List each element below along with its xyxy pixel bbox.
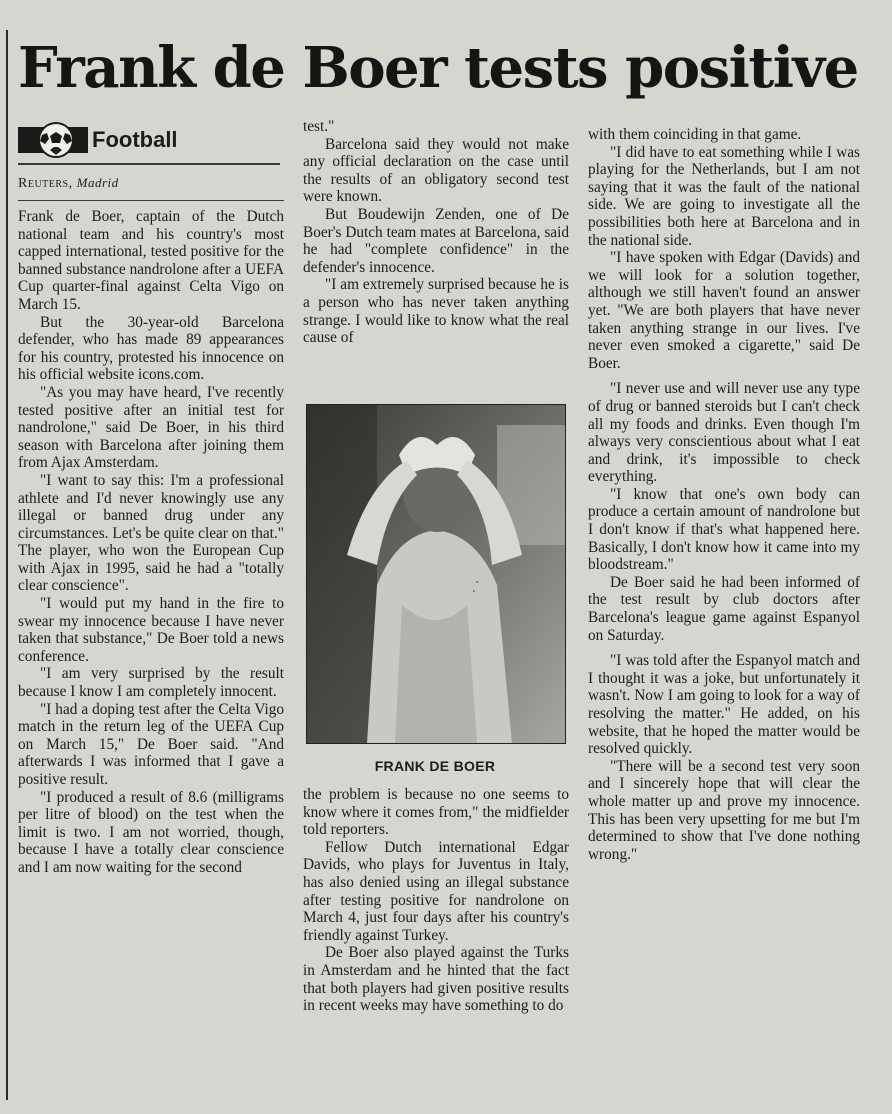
byline <box>18 175 284 192</box>
paragraph: "I am extremely surprised because he is a person who has never taken anything strange. I would like to know what the real cause of <box>303 276 569 347</box>
paragraph: "I have spoken with Edgar (Davids) and we will look for a solution together, although we still haven't found an answer yet. "We are both players that have never taken anything strange in our lives. I've never even smoked a cigarette," said De Boer. <box>588 249 860 372</box>
paragraph: "There will be a second test very soon and I sincerely hope that will clear the whole matter up and prove my innocence. This has been very upsetting for me but I'm determined to show that I've done nothing wrong." <box>588 757 860 863</box>
paragraph: "I am very surprised by the result because I know I am completely innocent. <box>18 665 284 701</box>
section-label: Football <box>92 127 178 152</box>
paragraph: "I want to say this: I'm a professional athlete and I'd never knowingly use any illegal or banned drug under any circumstances. Let's be quite clear on that." The player, who won the European Cup with Ajax in 1995, said he had a "totally clear conscience". <box>18 471 284 595</box>
photo-caption: FRANK DE BOER <box>374 758 496 774</box>
paragraph: "I know that one's own body can produce a certain amount of nandrolone but I don't know if that's what happened here. Basically, I don't know how it came into my bloodstream." <box>588 485 860 574</box>
paragraph: "As you may have heard, I've recently tested positive after an initial test for nandrolone," said De Boer, in his third season with Barcelona after joining them from Ajax Amsterdam. <box>18 383 284 472</box>
column-rule <box>6 30 8 1100</box>
paragraph: "I produced a result of 8.6 (milligrams per litre of blood) on the test when the limit is two. I am not worried, though, because I have a totally clear conscience and I am now waiting for the second <box>18 788 284 876</box>
paragraph: Fellow Dutch international Edgar Davids, who plays for Juventus in Italy, has also denied using an illegal substance after testing positive for nandrolone on March 4, just four days after his country's friendly against Turkey. <box>303 838 569 944</box>
paragraph: Frank de Boer, captain of the Dutch national team and his country's most capped international, tested positive for the banned substance nandrolone after a UEFA Cup quarter-final against Celta Vigo on March 15. <box>18 208 284 313</box>
paragraph: "I had a doping test after the Celta Vigo match in the return leg of the UEFA Cup on March 15," De Boer said. "And afterwards I was informed that I gave a positive result. <box>18 700 284 788</box>
svg-text:· ·: · · <box>464 576 486 597</box>
paragraph: But Boudewijn Zenden, one of De Boer's Dutch team mates at Barcelona, said he had "complete confidence" in the defender's innocence. <box>303 205 569 276</box>
paragraph: with them coinciding in that game. <box>588 126 802 143</box>
paragraph: "I did have to eat something while I was playing for the Netherlands, but I am not saying that it was the fault of the national side. We are going to investigate all the possibilities both here at Barcelona and in the national side. <box>588 143 860 249</box>
photo-image <box>307 405 565 743</box>
article-column-2-top <box>303 118 569 347</box>
article-column-2-bottom <box>303 786 569 1015</box>
paragraph: De Boer said he had been informed of the test result by club doctors after Barcelona's league game against Espanyol on Saturday. <box>588 573 860 644</box>
article-column-1 <box>18 208 284 877</box>
paragraph: Barcelona said they would not make any official declaration on the case until the results of an obligatory second test were known. <box>303 135 569 206</box>
article-column-3 <box>588 126 860 863</box>
paragraph: "I was told after the Espanyol match and I thought it was a joke, but unfortunately it wasn't. Now I am going to look for a way of resolving the matter." He added, on his website, that he hoped the matter would be resolved quickly. <box>588 652 860 758</box>
paragraph: De Boer also played against the Turks in Amsterdam and he hinted that the fact that both players had given positive results in recent weeks may have something to do <box>303 944 569 1015</box>
football-icon <box>18 121 88 159</box>
paragraph: "I never use and will never use any type of drug or banned steroids but I can't check all my foods and drinks. Even though I'm always very conscientious about what I eat and drink, it's impossible to check everything. <box>588 380 860 486</box>
byline-divider <box>18 200 284 201</box>
player-photo <box>306 404 566 744</box>
paragraph: But the 30-year-old Barcelona defender, who has made 89 appearances for his country, protested his innocence on his official website icons.com. <box>18 313 284 384</box>
byline-location: Madrid <box>76 175 119 190</box>
section-header <box>18 121 280 165</box>
byline-agency: Reuters, <box>18 176 73 191</box>
paragraph: the problem is because no one seems to know where it comes from," the midfielder told reporters. <box>303 786 569 839</box>
paragraph: test." <box>303 118 335 135</box>
headline: Frank de Boer tests positive <box>18 35 858 101</box>
paragraph: "I would put my hand in the fire to swear my innocence because I have never taken that substance," De Boer told a news conference. <box>18 595 284 665</box>
